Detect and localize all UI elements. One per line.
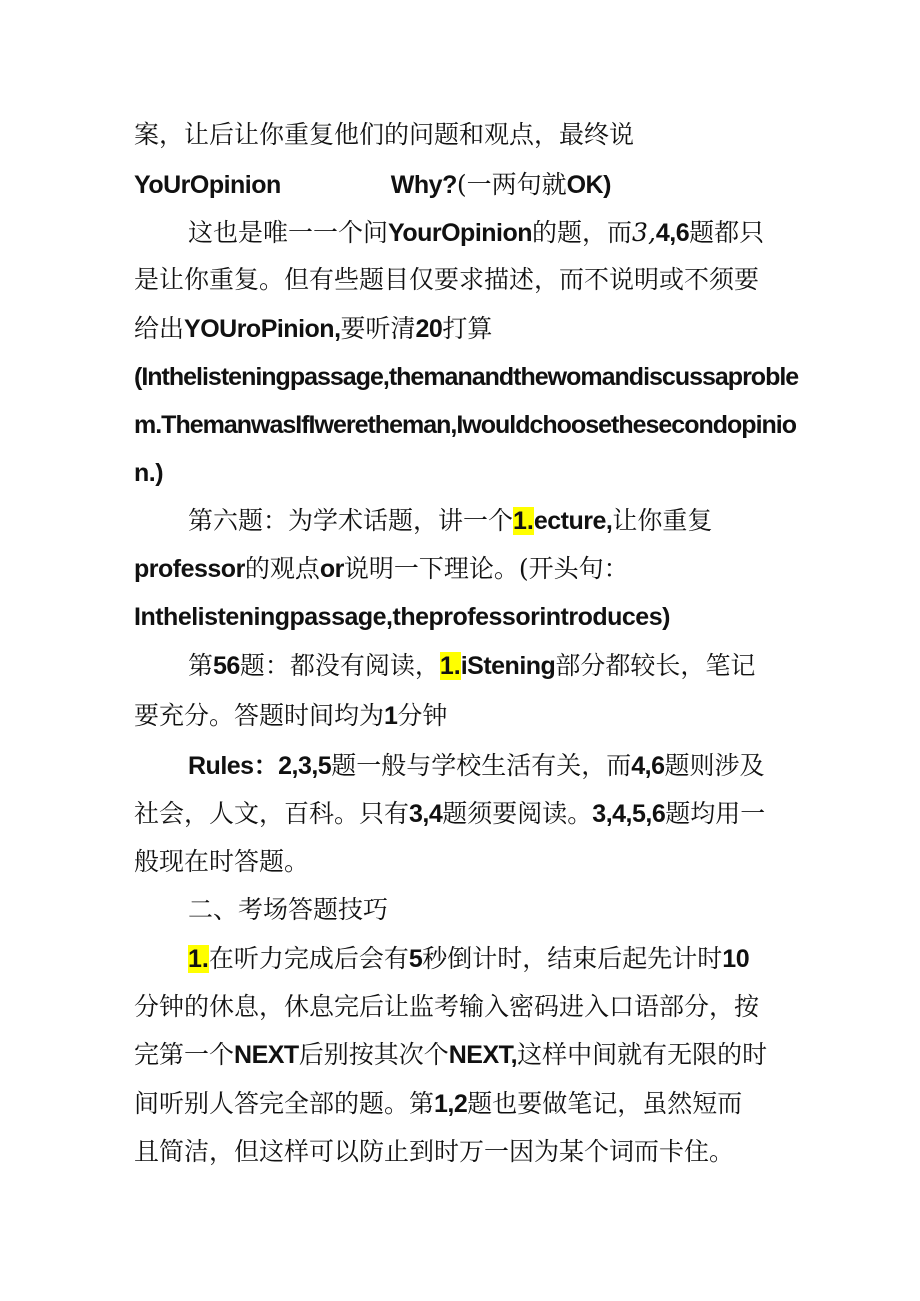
text-line-7: m.ThemanwasIfIweretheman,Iwouldchoosethesecondopinio xyxy=(134,411,797,439)
text-line-5: 给出YOUroPinion,要听清20打算 xyxy=(134,314,493,343)
highlight-mark: 1. xyxy=(513,507,534,535)
text-line-19: 分钟的休息，休息完后让监考输入密码进入口语部分，按 xyxy=(134,992,760,1021)
highlight-mark: 1. xyxy=(188,945,209,973)
text-line-15: 社会，人文，百科。只有3,4题须要阅读。3,4,5,6题均用一 xyxy=(134,799,766,828)
text-line-11: Inthelisteningpassage,theprofessorintroduces) xyxy=(134,603,670,631)
text-line-22: 且简洁，但这样可以防止到时万一因为某个词而卡住。 xyxy=(134,1137,735,1166)
text-line-6: (Inthelisteningpassage,themanandthewomandiscussaproble xyxy=(134,363,799,391)
section-heading: 二、考场答题技巧 xyxy=(188,895,389,924)
text-line-1: 案，让后让你重复他们的问题和观点，最终说 xyxy=(134,120,635,149)
text-line-16: 般现在时答题。 xyxy=(134,847,310,876)
text-line-18: 1.在听力完成后会有5秒倒计时，结束后起先计时10 xyxy=(188,944,750,973)
highlight-mark: 1. xyxy=(439,652,461,680)
text-line-20: 完第一个NEXT后别按其次个NEXT,这样中间就有无限的时 xyxy=(134,1040,768,1069)
text-line-4: 是让你重复。但有些题目仅要求描述，而不说明或不须要 xyxy=(134,265,760,294)
text-line-12: 第56题：都没有阅读，1.iStening部分都较长，笔记 xyxy=(188,651,756,680)
text-line-14: Rules：2,3,5题一般与学校生活有关，而4,6题则涉及 xyxy=(188,751,765,780)
text-line-8: n.) xyxy=(134,459,164,487)
text-line-9: 第六题：为学术话题，讲一个1.ecture,让你重复 xyxy=(188,506,713,535)
text-line-13: 要充分。答题时间均为1分钟 xyxy=(134,701,448,730)
text-line-2: YoUrOpinion Why?(一两句就OK) xyxy=(134,170,611,199)
text-line-10: professor的观点or说明一下理论。(开头句： xyxy=(134,554,629,583)
text-line-21: 间听别人答完全部的题。第1,2题也要做笔记，虽然短而 xyxy=(134,1089,743,1118)
text-line-3: 这也是唯一一个问YourOpinion的题，而3,4,6题都只 xyxy=(188,218,765,247)
